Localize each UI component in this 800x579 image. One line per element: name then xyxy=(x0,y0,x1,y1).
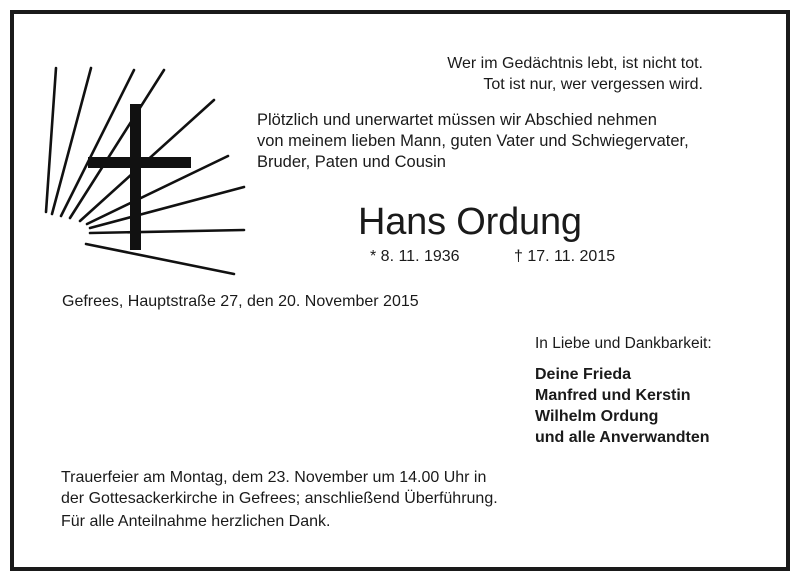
death-date: † 17. 11. 2015 xyxy=(514,248,616,265)
intro-text xyxy=(257,110,689,173)
intro-line: von meinem lieben Mann, guten Vater und Schwiegervater, xyxy=(257,132,689,150)
funeral-notice xyxy=(61,468,498,509)
cross-horizontal xyxy=(88,157,191,168)
signer: Deine Frieda xyxy=(535,366,632,383)
cross-with-rays-icon xyxy=(36,52,256,287)
signer: und alle Anverwandten xyxy=(535,429,710,446)
funeral-line: der Gottesackerkirche in Gefrees; anschließend Überführung. xyxy=(61,489,498,507)
funeral-line: Trauerfeier am Montag, dem 23. November um 14.00 Uhr in xyxy=(61,469,487,486)
ray xyxy=(86,244,234,274)
obituary-card xyxy=(10,10,790,571)
deceased-name: Hans Ordung xyxy=(358,201,582,243)
intro-line: Bruder, Paten und Cousin xyxy=(257,153,446,171)
signers-list xyxy=(535,364,710,448)
motto-line: Wer im Gedächtnis lebt, ist nicht tot. xyxy=(447,55,703,72)
birth-date: * 8. 11. 1936 xyxy=(370,248,460,265)
cross-vertical xyxy=(130,104,141,250)
motto-line: Tot ist nur, wer vergessen wird. xyxy=(483,76,703,93)
closing-thanks: Für alle Anteilnahme herzlichen Dank. xyxy=(61,513,331,530)
motto xyxy=(447,53,703,95)
ray xyxy=(46,68,56,212)
intro-line: Plötzlich und unerwartet müssen wir Abschied nehmen xyxy=(257,111,657,129)
place-and-date: Gefrees, Hauptstraße 27, den 20. November 2015 xyxy=(62,293,419,310)
signer: Wilhelm Ordung xyxy=(535,408,659,425)
ray xyxy=(90,230,244,233)
ray xyxy=(90,187,244,228)
signer: Manfred und Kerstin xyxy=(535,387,691,404)
thanks-label: In Liebe und Dankbarkeit: xyxy=(535,335,712,352)
